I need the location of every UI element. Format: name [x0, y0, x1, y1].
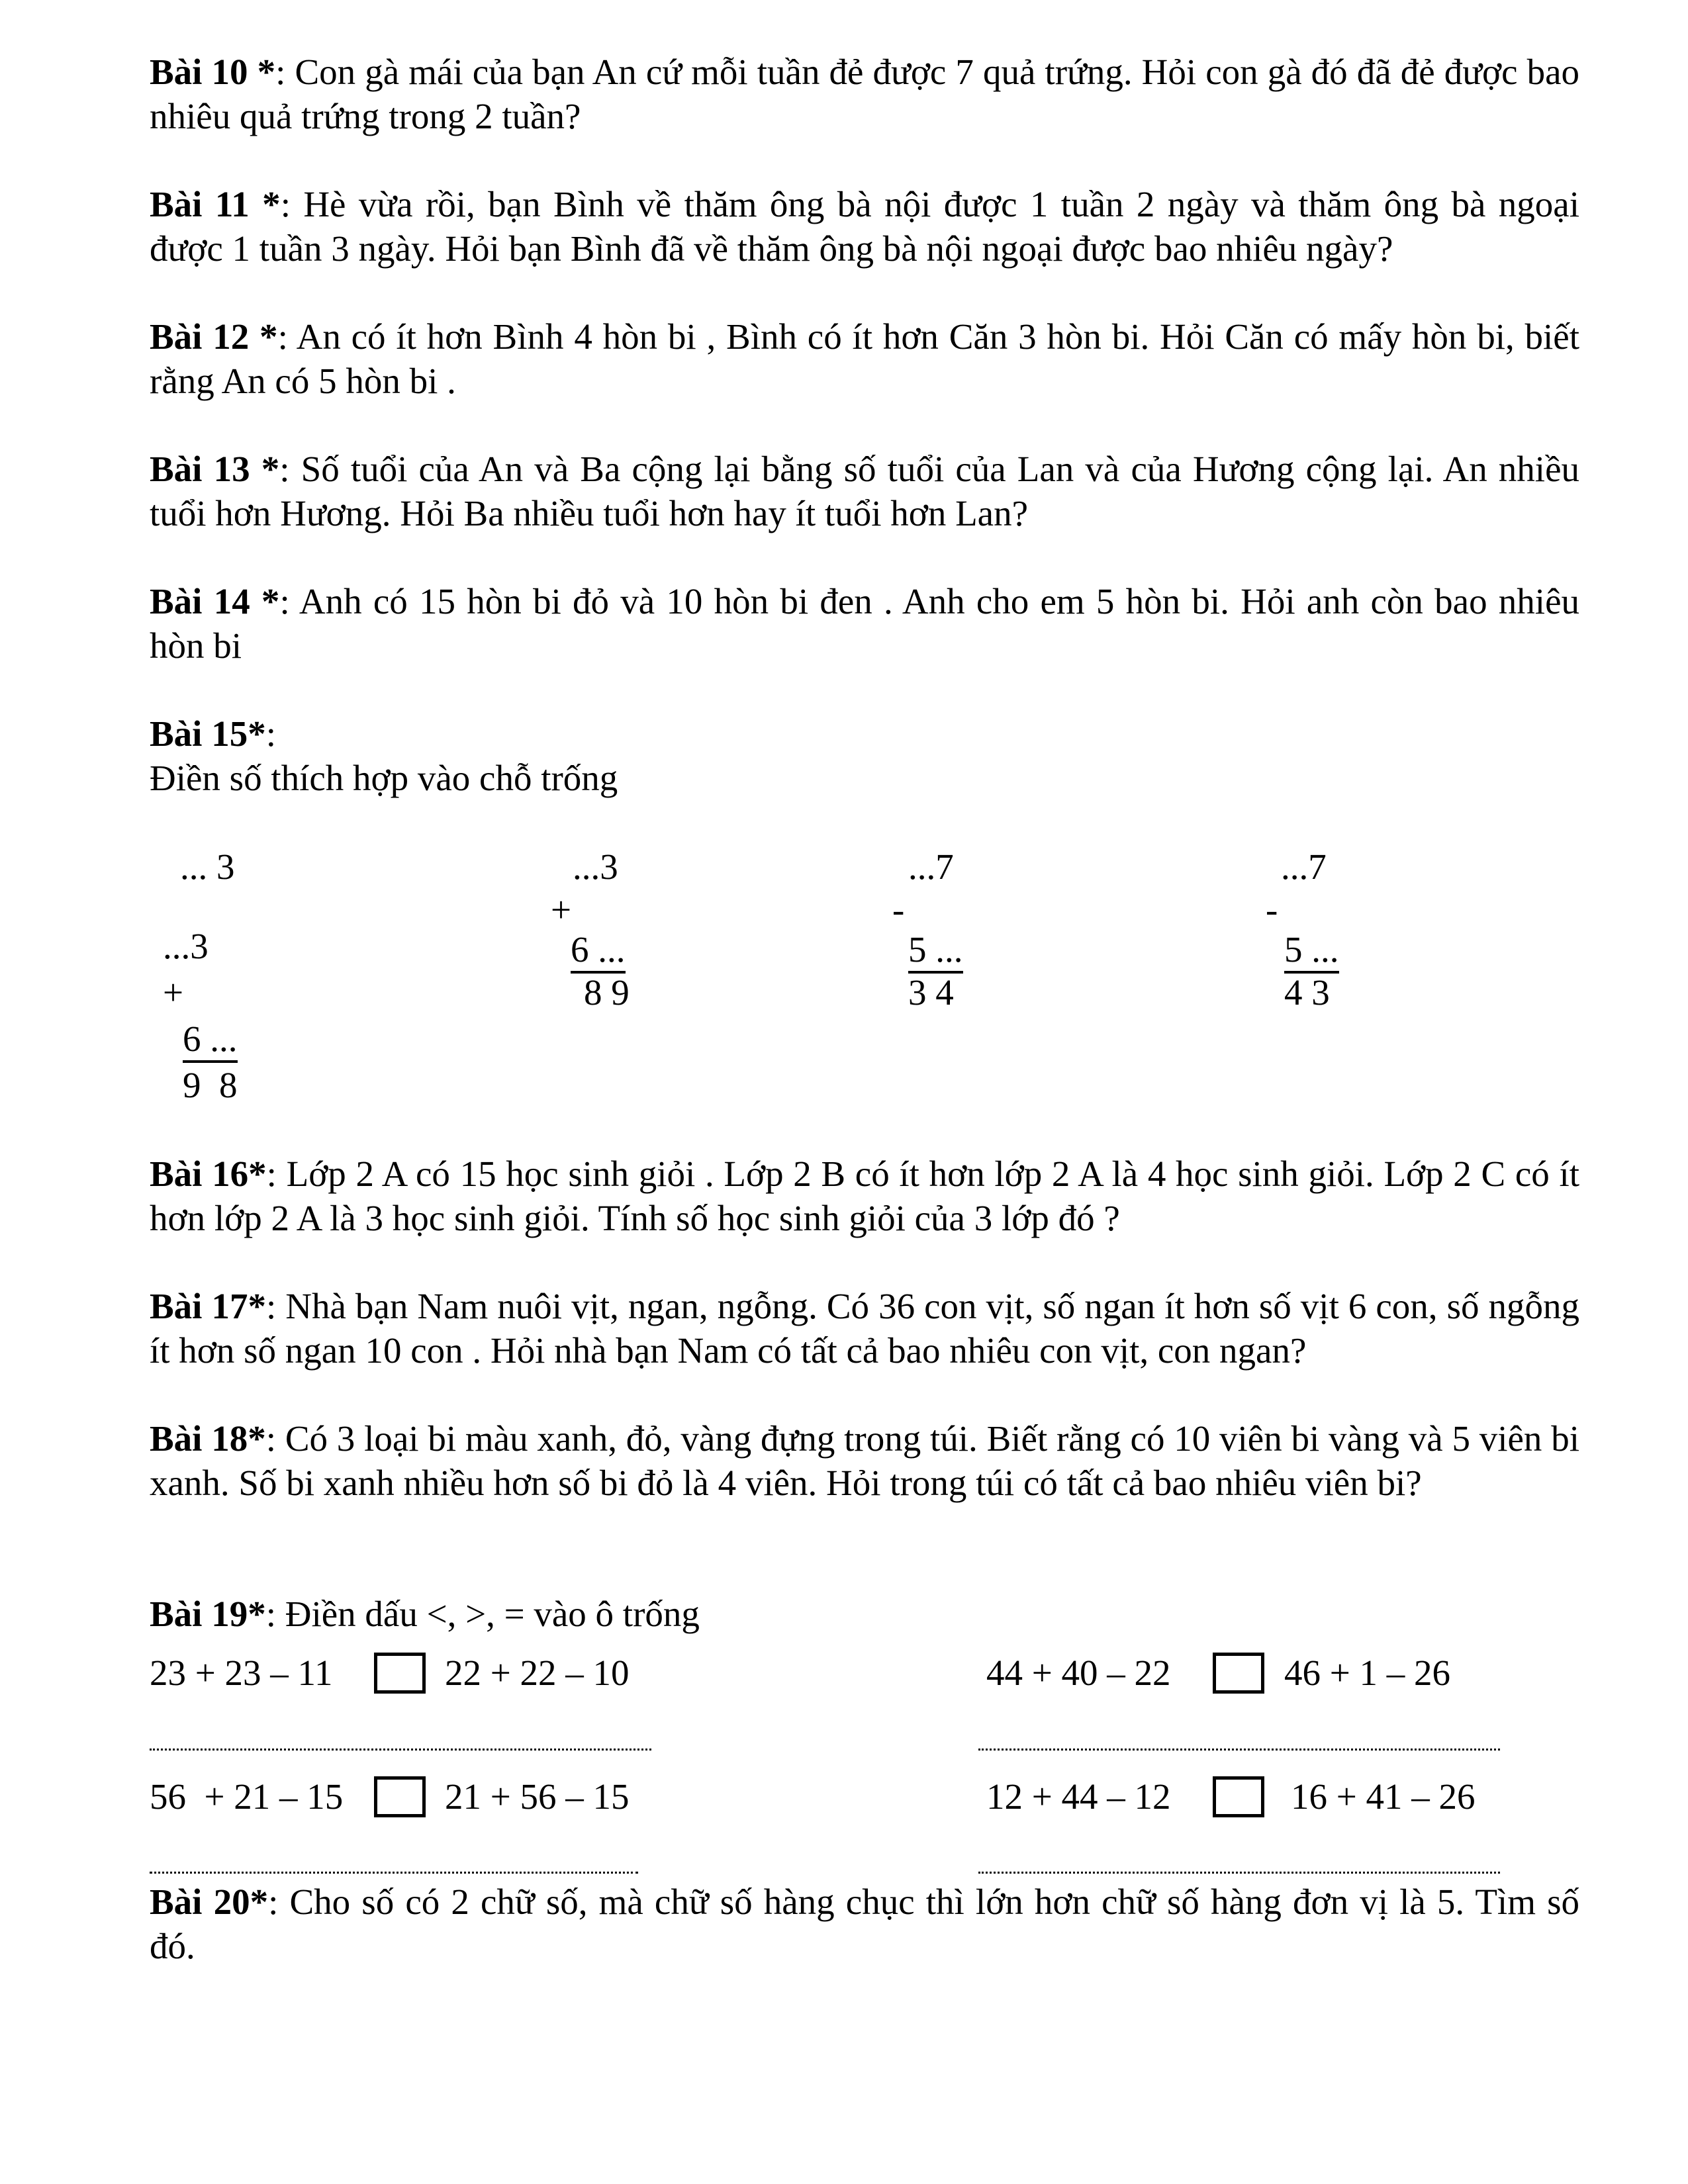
- problem-text: : Hè vừa rồi, bạn Bình về thăm ông bà nội được 1 tuần 2 ngày và thăm ông bà ngoại được 1 tuần 3 ngày. Hỏi bạn Bình đã về thăm ông bà nội ngoại được bao nhiêu ngày?: [150, 184, 1579, 269]
- problem-16: [150, 1152, 1579, 1240]
- problem-instruction: Điền số thích hợp vào chỗ trống: [150, 758, 618, 798]
- comparison-left: 12 + 44 – 12: [986, 1776, 1171, 1817]
- answer-box[interactable]: [374, 1776, 426, 1817]
- comparison-right: 16 + 41 – 26: [1291, 1776, 1476, 1817]
- problem-label: Bài 10 *: [150, 52, 276, 92]
- column-result: 3 4: [908, 972, 954, 1013]
- answer-box[interactable]: [1213, 1653, 1264, 1694]
- column-bottom-text: 6 ...: [183, 1019, 238, 1063]
- problem-12: [150, 314, 1579, 403]
- column-bottom-text: 6 ...: [571, 929, 626, 974]
- problem-13: [150, 447, 1579, 535]
- problem-20: [150, 1880, 1579, 1968]
- comparison-left: 44 + 40 – 22: [986, 1653, 1171, 1693]
- column-top: ...7: [908, 846, 954, 887]
- problem-18: [150, 1416, 1579, 1505]
- answer-box[interactable]: [374, 1653, 426, 1694]
- problem-text: : Con gà mái của bạn An cứ mỗi tuần đẻ được 7 quả trứng. Hỏi con gà đó đã đẻ được bao nhiêu quả trứng trong 2 tuần?: [150, 52, 1579, 136]
- column-bottom: [163, 1019, 238, 1059]
- column-result: 8 9: [584, 972, 630, 1013]
- problem-label: Bài 12 *: [150, 316, 278, 357]
- problem-19: [150, 1592, 1579, 1636]
- column-bottom: [1284, 930, 1339, 970]
- dotted-answer-line[interactable]: [978, 1749, 1500, 1751]
- problem-label: Bài 19*: [150, 1594, 266, 1634]
- column-mid: ...3: [163, 926, 209, 966]
- column-bottom: [551, 930, 626, 970]
- problem-label: Bài 11 *: [150, 184, 281, 224]
- problem-label: Bài 13 *: [150, 449, 280, 489]
- problem-14: [150, 579, 1579, 668]
- comparison-right: 21 + 56 – 15: [445, 1776, 630, 1817]
- problem-label: Bài 15*: [150, 713, 266, 754]
- column-top: ...7: [1281, 846, 1327, 887]
- problem-text: : Số tuổi của An và Ba cộng lại bằng số tuổi của Lan và của Hương cộng lại. An nhiều tuổi hơn Hương. Hỏi Ba nhiều tuổi hơn hay ít tuổi hơn Lan?: [150, 449, 1580, 533]
- problem-label: Bài 16*: [150, 1154, 267, 1194]
- problem-text: : An có ít hơn Bình 4 hòn bi , Bình có ít hơn Căn 3 hòn bi. Hỏi Căn có mấy hòn bi, biết rằng An có 5 hòn bi .: [150, 316, 1580, 401]
- column-operator: +: [163, 972, 184, 1013]
- problem-label: Bài 14 *: [150, 581, 280, 621]
- problem-text: : Anh có 15 hòn bi đỏ và 10 hòn bi đen . Anh cho em 5 hòn bi. Hỏi anh còn bao nhiêu hòn bi: [150, 581, 1580, 666]
- problem-text: : Lớp 2 A có 15 học sinh giỏi . Lớp 2 B có ít hơn lớp 2 A là 4 học sinh giỏi. Lớp 2 C có ít hơn lớp 2 A là 3 học sinh giỏi. Tính số học sinh giỏi của 3 lớp đó ?: [150, 1154, 1580, 1238]
- problem-text: : Có 3 loại bi màu xanh, đỏ, vàng đựng trong túi. Biết rằng có 10 viên bi vàng và 5 viên bi xanh. Số bi xanh nhiều hơn số bi đỏ là 4 viên. Hỏi trong túi có tất cả bao nhiêu viên bi?: [150, 1418, 1579, 1503]
- problem-text: :: [265, 713, 276, 754]
- problem-label: Bài 20*: [150, 1882, 269, 1922]
- problem-10: [150, 50, 1579, 138]
- dotted-answer-line[interactable]: [150, 1749, 651, 1751]
- problem-17: [150, 1284, 1579, 1373]
- comparison-right: 46 + 1 – 26: [1284, 1653, 1451, 1693]
- column-operator: +: [551, 889, 572, 930]
- column-result: 4 3: [1284, 972, 1330, 1013]
- column-operator: -: [892, 889, 905, 930]
- problem-11: [150, 182, 1579, 271]
- column-bottom-text: 5 ...: [908, 929, 963, 974]
- problem-label: Bài 18*: [150, 1418, 266, 1459]
- problem-label: Bài 17*: [150, 1286, 266, 1326]
- column-bottom-text: 5 ...: [1284, 929, 1339, 974]
- comparison-left: 56 + 21 – 15: [150, 1776, 344, 1817]
- answer-box[interactable]: [1213, 1776, 1264, 1817]
- column-top: ... 3: [180, 846, 235, 887]
- dotted-answer-line[interactable]: [150, 1872, 638, 1874]
- problem-text: : Điền dấu <, >, = vào ô trống: [265, 1594, 700, 1634]
- column-operator: -: [1266, 889, 1278, 930]
- comparison-left: 23 + 23 – 11: [150, 1653, 333, 1693]
- column-bottom: [908, 930, 963, 970]
- dotted-answer-line[interactable]: [978, 1872, 1500, 1874]
- problem-text: : Nhà bạn Nam nuôi vịt, ngan, ngỗng. Có 36 con vịt, số ngan ít hơn số vịt 6 con, số ngỗng ít hơn số ngan 10 con . Hỏi nhà bạn Nam có tất cả bao nhiêu con vịt, con ngan?: [150, 1286, 1579, 1371]
- comparison-right: 22 + 22 – 10: [445, 1653, 630, 1693]
- column-result: 9 8: [183, 1065, 238, 1105]
- problem-text: : Cho số có 2 chữ số, mà chữ số hàng chục thì lớn hơn chữ số hàng đơn vị là 5. Tìm số đó.: [150, 1882, 1579, 1966]
- column-top: ...3: [573, 846, 618, 887]
- problem-15: [150, 711, 1579, 800]
